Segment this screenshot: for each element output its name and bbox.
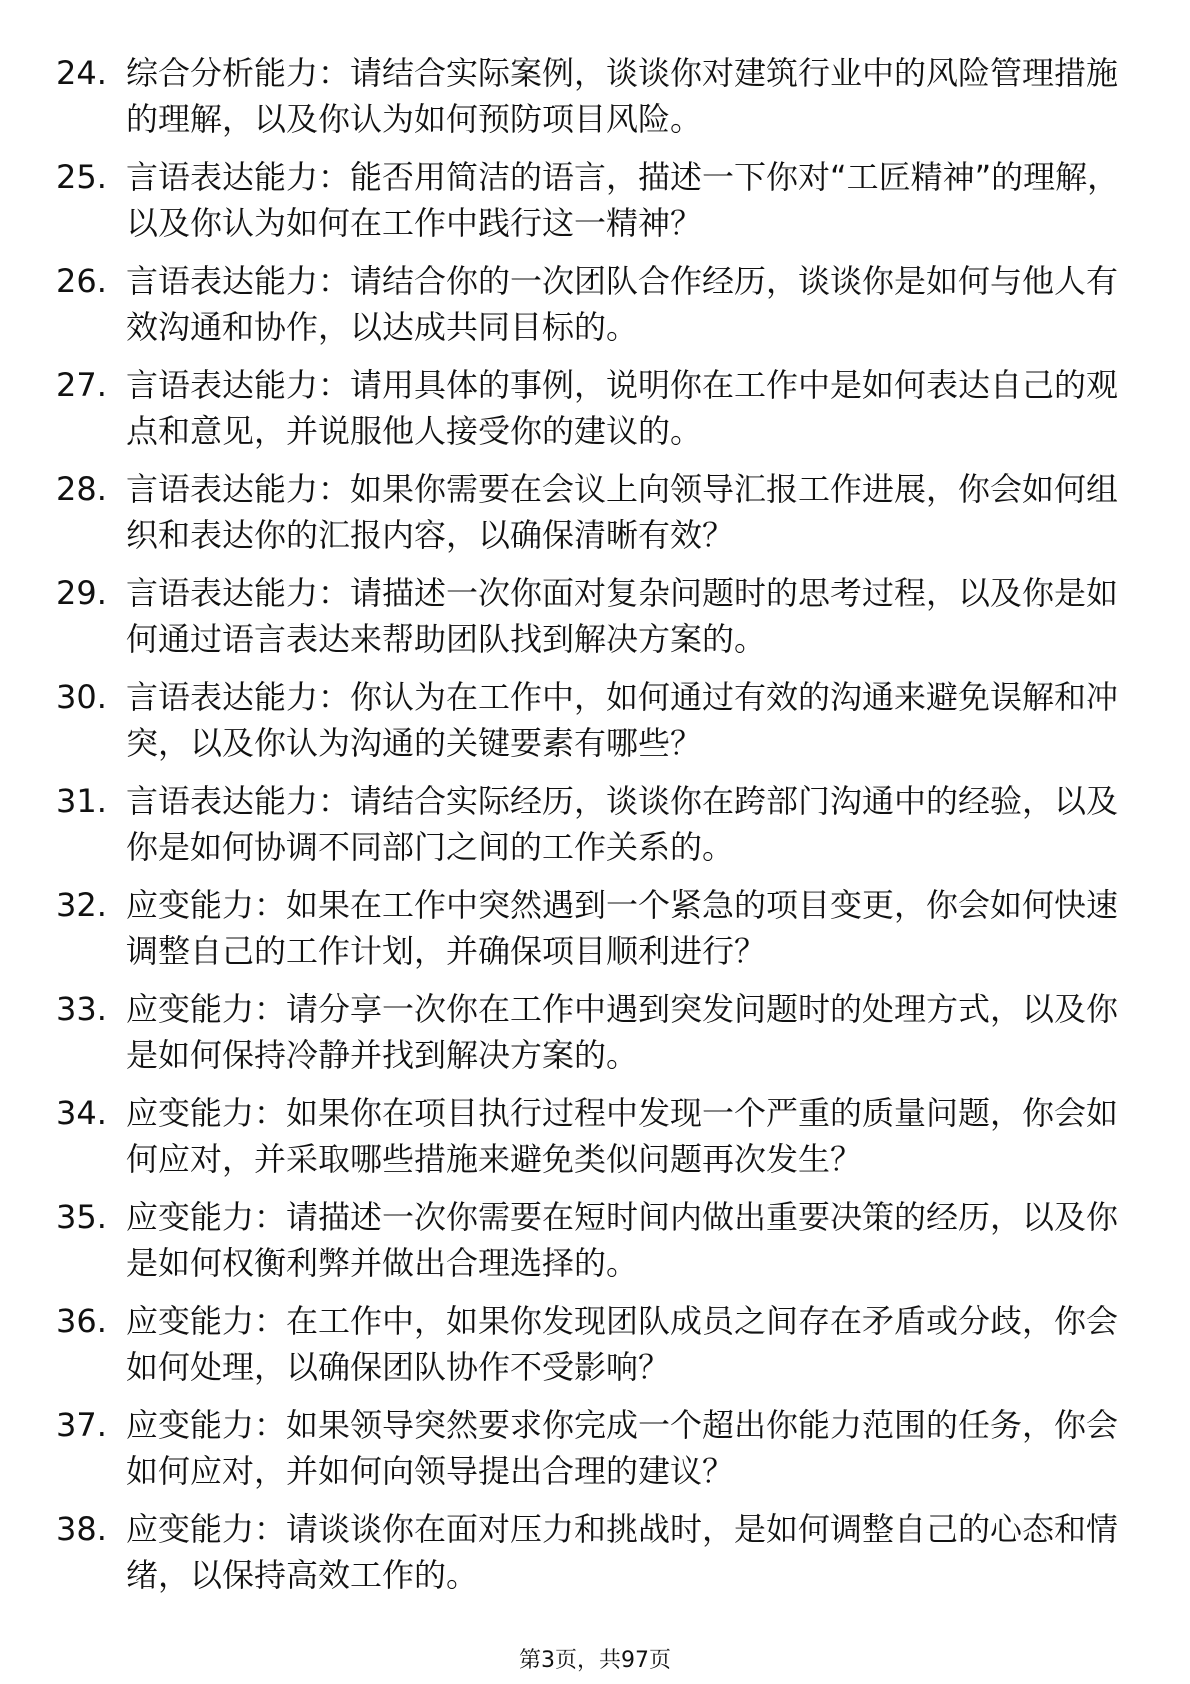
- page-footer: 第3页，共97页: [519, 1648, 671, 1673]
- list-item: [56, 882, 1136, 986]
- item-number: 27.: [56, 366, 107, 404]
- item-number: 35.: [56, 1198, 107, 1236]
- item-text: 应变能力：如果领导突然要求你完成一个超出你能力范围的任务，你会如何应对，并如何向领导提出合理的建议？: [126, 1406, 1119, 1490]
- item-text: 言语表达能力：请结合实际经历，谈谈你在跨部门沟通中的经验，以及你是如何协调不同部门之间的工作关系的。: [126, 782, 1119, 866]
- list-item: [56, 50, 1136, 154]
- question-list: [56, 50, 1136, 1610]
- item-number: 30.: [56, 678, 107, 716]
- list-item: [56, 986, 1136, 1090]
- list-item: [56, 1090, 1136, 1194]
- item-number: 37.: [56, 1406, 107, 1444]
- item-text: 应变能力：请描述一次你需要在短时间内做出重要决策的经历，以及你是如何权衡利弊并做出合理选择的。: [126, 1198, 1119, 1282]
- list-item: [56, 1194, 1136, 1298]
- item-text: 言语表达能力：你认为在工作中，如何通过有效的沟通来避免误解和冲突，以及你认为沟通的关键要素有哪些？: [126, 678, 1119, 762]
- item-number: 29.: [56, 574, 107, 612]
- item-number: 38.: [56, 1510, 107, 1548]
- item-number: 26.: [56, 262, 107, 300]
- list-item: [56, 778, 1136, 882]
- item-number: 32.: [56, 886, 107, 924]
- item-text: 言语表达能力：如果你需要在会议上向领导汇报工作进展，你会如何组织和表达你的汇报内容，以确保清晰有效？: [126, 470, 1119, 554]
- list-item: [56, 674, 1136, 778]
- list-item: [56, 258, 1136, 362]
- list-item: [56, 570, 1136, 674]
- list-item: [56, 154, 1136, 258]
- item-number: 24.: [56, 54, 107, 92]
- item-text: 应变能力：请分享一次你在工作中遇到突发问题时的处理方式，以及你是如何保持冷静并找到解决方案的。: [126, 990, 1119, 1074]
- item-number: 34.: [56, 1094, 107, 1132]
- list-item: [56, 362, 1136, 466]
- item-text: 言语表达能力：能否用简洁的语言，描述一下你对“工匠精神”的理解，以及你认为如何在工作中践行这一精神？: [126, 158, 1120, 242]
- list-item: [56, 466, 1136, 570]
- item-text: 应变能力：如果在工作中突然遇到一个紧急的项目变更，你会如何快速调整自己的工作计划，并确保项目顺利进行？: [126, 886, 1119, 970]
- list-item: [56, 1402, 1136, 1506]
- item-text: 应变能力：如果你在项目执行过程中发现一个严重的质量问题，你会如何应对，并采取哪些措施来避免类似问题再次发生？: [126, 1094, 1119, 1178]
- item-text: 综合分析能力：请结合实际案例，谈谈你对建筑行业中的风险管理措施的理解，以及你认为如何预防项目风险。: [126, 54, 1119, 138]
- list-item: [56, 1298, 1136, 1402]
- item-number: 28.: [56, 470, 107, 508]
- item-number: 33.: [56, 990, 107, 1028]
- item-number: 31.: [56, 782, 107, 820]
- list-item: [56, 1506, 1136, 1610]
- item-text: 应变能力：在工作中，如果你发现团队成员之间存在矛盾或分歧，你会如何处理，以确保团队协作不受影响？: [126, 1302, 1119, 1386]
- item-number: 36.: [56, 1302, 107, 1340]
- item-text: 言语表达能力：请描述一次你面对复杂问题时的思考过程，以及你是如何通过语言表达来帮助团队找到解决方案的。: [126, 574, 1119, 658]
- item-text: 言语表达能力：请用具体的事例，说明你在工作中是如何表达自己的观点和意见，并说服他人接受你的建议的。: [126, 366, 1119, 450]
- item-text: 应变能力：请谈谈你在面对压力和挑战时，是如何调整自己的心态和情绪，以保持高效工作的。: [126, 1510, 1119, 1594]
- item-text: 言语表达能力：请结合你的一次团队合作经历，谈谈你是如何与他人有效沟通和协作，以达成共同目标的。: [126, 262, 1119, 346]
- item-number: 25.: [56, 158, 107, 196]
